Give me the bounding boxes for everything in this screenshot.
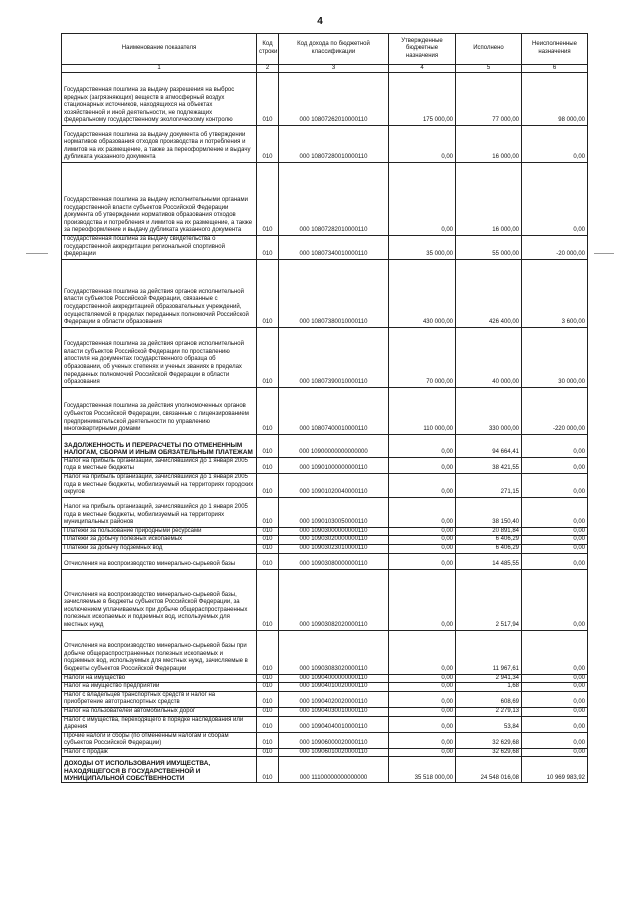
row-executed: 14 485,55 bbox=[456, 553, 522, 569]
row-kbk: 000 10906000020000110 bbox=[279, 732, 389, 748]
row-kbk: 000 10904040010000110 bbox=[279, 716, 389, 732]
row-kbk: 000 10807380010000110 bbox=[279, 259, 389, 327]
row-executed: 24 548 016,08 bbox=[456, 757, 522, 783]
row-kbk: 000 10903023010000110 bbox=[279, 544, 389, 553]
row-executed: 20 891,84 bbox=[456, 527, 522, 536]
row-name: Государственная пошлина за выдачу документа об утверждении нормативов образования отходов производства и потребления и лимитов на их размещение, а также за переоформление и выдачу дубликата указанного документа bbox=[62, 126, 257, 163]
row-code: 010 bbox=[257, 732, 279, 748]
row-kbk: 000 11100000000000000 bbox=[279, 757, 389, 783]
row-kbk: 000 10904030010000110 bbox=[279, 707, 389, 716]
row-approved: 0,00 bbox=[389, 527, 456, 536]
row-executed: 77 000,00 bbox=[456, 73, 522, 126]
row-approved: 110 000,00 bbox=[389, 387, 456, 434]
row-approved: 0,00 bbox=[389, 553, 456, 569]
table-row bbox=[62, 569, 588, 630]
row-name: Государственная пошлина за действия органов исполнительной власти субъектов Российской Федерации по проставлению апостиля на документах государственного образца об образовании, об ученых степенях и ученых званиях в пределах переданных полномочий Российской Федерации в области образования bbox=[62, 327, 257, 387]
row-unexecuted: 0,00 bbox=[522, 674, 588, 683]
row-code: 010 bbox=[257, 707, 279, 716]
row-name: Государственная пошлина за выдачу разрешения на выброс вредных (загрязняющих) веществ в атмосферный воздух стационарных источников, находящихся на объектах хозяйственной и иной деятельности, не подлежащих федеральному государственному экологическому контролю bbox=[62, 73, 257, 126]
row-name: Отчисления на воспроизводство минерально-сырьевой базы, зачисляемые в бюджеты субъектов Российской Федерации, за исключением уплачиваемых при добыче общераспространенных полезных ископаемых и подземных вод, используемых для местных нужд bbox=[62, 569, 257, 630]
row-unexecuted: 0,00 bbox=[522, 497, 588, 527]
row-code: 010 bbox=[257, 716, 279, 732]
row-executed: 55 000,00 bbox=[456, 236, 522, 260]
column-number-row bbox=[62, 65, 588, 73]
row-code: 010 bbox=[257, 457, 279, 473]
row-name: Платежи за добычу подземных вод bbox=[62, 544, 257, 553]
row-name: Отчисления на воспроизводство минерально-сырьевой базы при добыче общераспространенных полезных ископаемых и подземных вод, используемых для местных нужд, зачисляемые в бюджеты субъектов Российской Федерации bbox=[62, 630, 257, 674]
row-kbk: 000 10903020000000110 bbox=[279, 536, 389, 545]
table-row bbox=[62, 630, 588, 674]
row-kbk: 000 10807390010000110 bbox=[279, 327, 389, 387]
row-code: 010 bbox=[257, 569, 279, 630]
row-unexecuted: 30 000,00 bbox=[522, 327, 588, 387]
row-approved: 0,00 bbox=[389, 544, 456, 553]
row-executed: 16 000,00 bbox=[456, 126, 522, 163]
row-unexecuted: 3 600,00 bbox=[522, 259, 588, 327]
row-executed: 94 664,41 bbox=[456, 434, 522, 457]
row-unexecuted: 0,00 bbox=[522, 544, 588, 553]
row-code: 010 bbox=[257, 473, 279, 497]
row-name: Отчисления на воспроизводство минерально-сырьевой базы bbox=[62, 553, 257, 569]
table-row bbox=[62, 163, 588, 236]
table-row bbox=[62, 536, 588, 545]
row-kbk: 000 10807262010000110 bbox=[279, 73, 389, 126]
row-name: Налог на пользователей автомобильных дорог bbox=[62, 707, 257, 716]
row-approved: 35 518 000,00 bbox=[389, 757, 456, 783]
row-kbk: 000 10900000000000000 bbox=[279, 434, 389, 457]
row-executed: 2 279,13 bbox=[456, 707, 522, 716]
table-row bbox=[62, 674, 588, 683]
table-header-row bbox=[62, 34, 588, 65]
row-name: Прочие налоги и сборы (по отмененным налогам и сборам субъектов Российской Федерации) bbox=[62, 732, 257, 748]
row-kbk: 000 10906010020000110 bbox=[279, 748, 389, 757]
table-row bbox=[62, 497, 588, 527]
row-executed: 2 941,34 bbox=[456, 674, 522, 683]
row-executed: 6 406,29 bbox=[456, 536, 522, 545]
row-code: 010 bbox=[257, 757, 279, 783]
row-name: Налог с имущества, переходящего в порядке наследования или дарения bbox=[62, 716, 257, 732]
row-unexecuted: 0,00 bbox=[522, 434, 588, 457]
row-code: 010 bbox=[257, 748, 279, 757]
table-row bbox=[62, 732, 588, 748]
row-unexecuted: 0,00 bbox=[522, 536, 588, 545]
row-code: 010 bbox=[257, 536, 279, 545]
row-kbk: 000 10903000000000110 bbox=[279, 527, 389, 536]
header-code: Код строки bbox=[257, 34, 279, 65]
row-approved: 0,00 bbox=[389, 683, 456, 692]
row-code: 010 bbox=[257, 544, 279, 553]
row-approved: 35 000,00 bbox=[389, 236, 456, 260]
table-row bbox=[62, 748, 588, 757]
row-name: ДОХОДЫ ОТ ИСПОЛЬЗОВАНИЯ ИМУЩЕСТВА, НАХОДЯЩЕГОСЯ В ГОСУДАРСТВЕННОЙ И МУНИЦИПАЛЬНОЙ СОБСТВЕННОСТИ bbox=[62, 757, 257, 783]
row-executed: 32 629,68 bbox=[456, 748, 522, 757]
row-code: 010 bbox=[257, 434, 279, 457]
row-name: ЗАДОЛЖЕННОСТЬ И ПЕРЕРАСЧЕТЫ ПО ОТМЕНЕННЫМ НАЛОГАМ, СБОРАМ И ИНЫМ ОБЯЗАТЕЛЬНЫМ ПЛАТЕЖАМ bbox=[62, 434, 257, 457]
row-name: Налог на прибыль организаций, зачислявшийся до 1 января 2005 года в местные бюджеты, мобилизуемый на территориях городских округов bbox=[62, 473, 257, 497]
row-executed: 38 421,55 bbox=[456, 457, 522, 473]
row-approved: 0,00 bbox=[389, 674, 456, 683]
row-code: 010 bbox=[257, 126, 279, 163]
row-name: Налог с владельцев транспортных средств и налог на приобретение автотранспортных средств bbox=[62, 691, 257, 707]
row-approved: 0,00 bbox=[389, 732, 456, 748]
row-name: Налог на прибыль организаций, зачислявшийся до 1 января 2005 года в местные бюджеты, мобилизуемый на территориях муниципальных районов bbox=[62, 497, 257, 527]
row-code: 010 bbox=[257, 163, 279, 236]
scan-artifact bbox=[594, 253, 614, 254]
row-executed: 40 000,00 bbox=[456, 327, 522, 387]
table-row bbox=[62, 434, 588, 457]
row-approved: 0,00 bbox=[389, 569, 456, 630]
row-approved: 0,00 bbox=[389, 748, 456, 757]
table-row bbox=[62, 327, 588, 387]
row-executed: 608,69 bbox=[456, 691, 522, 707]
column-number: 5 bbox=[456, 65, 522, 73]
column-number: 3 bbox=[279, 65, 389, 73]
row-approved: 0,00 bbox=[389, 707, 456, 716]
row-unexecuted: 0,00 bbox=[522, 748, 588, 757]
row-code: 010 bbox=[257, 527, 279, 536]
row-unexecuted: -20 000,00 bbox=[522, 236, 588, 260]
row-kbk: 000 10903083020000110 bbox=[279, 630, 389, 674]
row-approved: 175 000,00 bbox=[389, 73, 456, 126]
row-kbk: 000 10807280010000110 bbox=[279, 126, 389, 163]
header-executed: Исполнено bbox=[456, 34, 522, 65]
row-approved: 70 000,00 bbox=[389, 327, 456, 387]
table-row bbox=[62, 683, 588, 692]
row-unexecuted: 0,00 bbox=[522, 691, 588, 707]
row-approved: 0,00 bbox=[389, 126, 456, 163]
row-kbk: 000 10904000000000110 bbox=[279, 674, 389, 683]
row-executed: 1,68 bbox=[456, 683, 522, 692]
table-row bbox=[62, 544, 588, 553]
row-code: 010 bbox=[257, 236, 279, 260]
column-number: 1 bbox=[62, 65, 257, 73]
row-unexecuted: 0,00 bbox=[522, 553, 588, 569]
row-executed: 330 000,00 bbox=[456, 387, 522, 434]
row-name: Государственная пошлина за выдачу свидетельства о государственной аккредитации региональной спортивной федерации bbox=[62, 236, 257, 260]
row-kbk: 000 10807340010000110 bbox=[279, 236, 389, 260]
table-row bbox=[62, 716, 588, 732]
row-unexecuted: 0,00 bbox=[522, 457, 588, 473]
header-kbk: Код дохода по бюджетной классификации bbox=[279, 34, 389, 65]
row-name: Налог на имущество предприятий bbox=[62, 683, 257, 692]
row-unexecuted: 0,00 bbox=[522, 126, 588, 163]
row-name: Налог на прибыль организаций, зачислявшийся до 1 января 2005 года в местные бюджеты bbox=[62, 457, 257, 473]
row-unexecuted: 0,00 bbox=[522, 716, 588, 732]
row-approved: 430 000,00 bbox=[389, 259, 456, 327]
row-unexecuted: 0,00 bbox=[522, 473, 588, 497]
row-unexecuted: -220 000,00 bbox=[522, 387, 588, 434]
row-unexecuted: 0,00 bbox=[522, 527, 588, 536]
row-unexecuted: 98 000,00 bbox=[522, 73, 588, 126]
row-unexecuted: 10 969 983,92 bbox=[522, 757, 588, 783]
row-approved: 0,00 bbox=[389, 163, 456, 236]
row-unexecuted: 0,00 bbox=[522, 569, 588, 630]
column-number: 4 bbox=[389, 65, 456, 73]
row-kbk: 000 10901020040000110 bbox=[279, 473, 389, 497]
row-unexecuted: 0,00 bbox=[522, 163, 588, 236]
table-row bbox=[62, 73, 588, 126]
row-executed: 32 629,68 bbox=[456, 732, 522, 748]
row-code: 010 bbox=[257, 630, 279, 674]
header-name: Наименование показателя bbox=[62, 34, 257, 65]
row-approved: 0,00 bbox=[389, 497, 456, 527]
row-executed: 271,15 bbox=[456, 473, 522, 497]
table-row bbox=[62, 126, 588, 163]
table-row bbox=[62, 473, 588, 497]
row-name: Налоги на имущество bbox=[62, 674, 257, 683]
row-kbk: 000 10903080000000110 bbox=[279, 553, 389, 569]
row-name: Налог с продаж bbox=[62, 748, 257, 757]
table-row bbox=[62, 259, 588, 327]
row-code: 010 bbox=[257, 73, 279, 126]
header-unexecuted: Неисполненные назначения bbox=[522, 34, 588, 65]
row-code: 010 bbox=[257, 683, 279, 692]
row-unexecuted: 0,00 bbox=[522, 683, 588, 692]
row-approved: 0,00 bbox=[389, 434, 456, 457]
table-row bbox=[62, 457, 588, 473]
row-code: 010 bbox=[257, 497, 279, 527]
budget-execution-table bbox=[61, 33, 588, 783]
table-row bbox=[62, 691, 588, 707]
row-kbk: 000 10901030050000110 bbox=[279, 497, 389, 527]
row-approved: 0,00 bbox=[389, 691, 456, 707]
page-number: 4 bbox=[317, 16, 323, 27]
table-row bbox=[62, 236, 588, 260]
row-unexecuted: 0,00 bbox=[522, 707, 588, 716]
row-code: 010 bbox=[257, 553, 279, 569]
row-name: Государственная пошлина за выдачу исполнительными органами государственной власти субъектов Российской Федерации документа об утверждении нормативов образования отходов производства и потребления и лимитов на их размещение, а также за переоформление и выдачу дубликата указанного документа bbox=[62, 163, 257, 236]
row-executed: 53,84 bbox=[456, 716, 522, 732]
row-name: Государственная пошлина за действия уполномоченных органов субъектов Российской Федерации, связанные с лицензированием предпринимательской деятельности по управлению многоквартирными домами bbox=[62, 387, 257, 434]
row-approved: 0,00 bbox=[389, 716, 456, 732]
row-approved: 0,00 bbox=[389, 457, 456, 473]
row-executed: 2 517,94 bbox=[456, 569, 522, 630]
row-executed: 11 967,61 bbox=[456, 630, 522, 674]
row-executed: 6 406,29 bbox=[456, 544, 522, 553]
row-code: 010 bbox=[257, 674, 279, 683]
row-executed: 38 150,40 bbox=[456, 497, 522, 527]
column-number: 6 bbox=[522, 65, 588, 73]
row-name: Государственная пошлина за действия органов исполнительной власти субъектов Российской Федерации, связанные с государственной аккредитацией образовательных учреждений, осуществляемой в пределах переданных полномочий Российской Федерации в области образования bbox=[62, 259, 257, 327]
row-code: 010 bbox=[257, 259, 279, 327]
table-row bbox=[62, 527, 588, 536]
row-kbk: 000 10903082020000110 bbox=[279, 569, 389, 630]
row-unexecuted: 0,00 bbox=[522, 630, 588, 674]
row-kbk: 000 10904020020000110 bbox=[279, 691, 389, 707]
row-kbk: 000 10807282010000110 bbox=[279, 163, 389, 236]
table-row bbox=[62, 757, 588, 783]
row-kbk: 000 10807400010000110 bbox=[279, 387, 389, 434]
table-row bbox=[62, 553, 588, 569]
row-approved: 0,00 bbox=[389, 473, 456, 497]
row-code: 010 bbox=[257, 691, 279, 707]
row-unexecuted: 0,00 bbox=[522, 732, 588, 748]
row-approved: 0,00 bbox=[389, 536, 456, 545]
row-executed: 426 400,00 bbox=[456, 259, 522, 327]
row-name: Платежи за пользование природными ресурсами bbox=[62, 527, 257, 536]
row-kbk: 000 10901000000000110 bbox=[279, 457, 389, 473]
row-code: 010 bbox=[257, 327, 279, 387]
scan-artifact bbox=[26, 253, 48, 254]
column-number: 2 bbox=[257, 65, 279, 73]
row-approved: 0,00 bbox=[389, 630, 456, 674]
row-executed: 16 000,00 bbox=[456, 163, 522, 236]
row-code: 010 bbox=[257, 387, 279, 434]
table-row bbox=[62, 387, 588, 434]
header-approved: Утвержденные бюджетные назначения bbox=[389, 34, 456, 65]
table-row bbox=[62, 707, 588, 716]
row-kbk: 000 10904010020000110 bbox=[279, 683, 389, 692]
row-name: Платежи за добычу полезных ископаемых bbox=[62, 536, 257, 545]
